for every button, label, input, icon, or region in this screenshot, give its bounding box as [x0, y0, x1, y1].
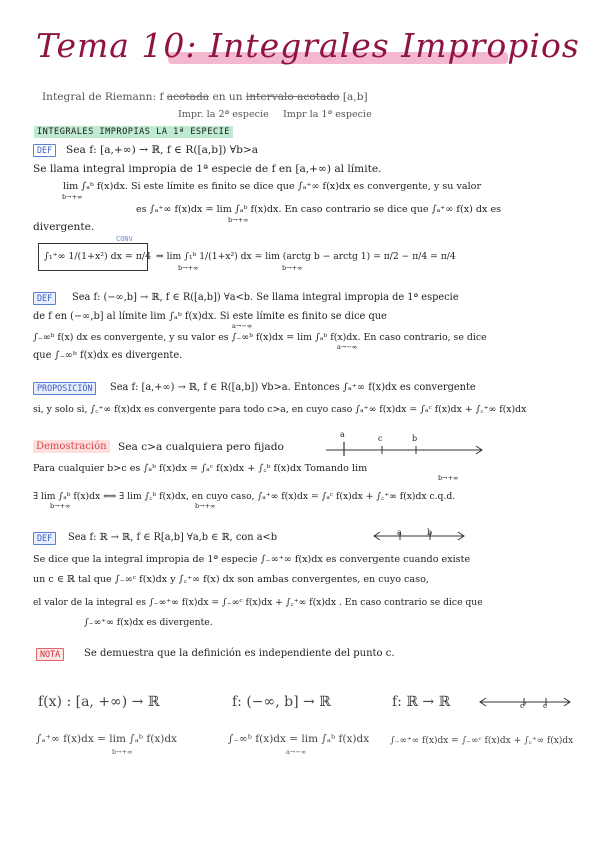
def1-line3: lim ∫ₐᵇ f(x)dx. Si este límite es finito se dice que ∫ₐ⁺∞ f(x)dx es convergente, y su valor	[63, 181, 482, 192]
def1-line4: es ∫ₐ⁺∞ f(x)dx = lim ∫ₐᵇ f(x)dx. En caso contrario se dice que ∫ₐ⁺∞ f(x) dx es	[136, 204, 502, 215]
demo-line2: Para cualquier b>c es ∫ₐᵇ f(x)dx = ∫ₐᶜ f(x)dx + ∫꜀ᵇ f(x)dx Tomando lim	[33, 463, 368, 474]
riemann-tail: [a,b]	[342, 91, 368, 103]
example-result: ⇒ lim ∫₁ᵇ 1/(1+x²) dx = lim (arctg b − arctg 1) = π/2 − π/4 = π/4	[156, 251, 456, 262]
def2-line2-sub: a→−∞	[232, 322, 253, 330]
def-tag-1: DEF	[33, 144, 56, 157]
riemann-line	[42, 90, 368, 104]
def2-line1: Sea f: (−∞,b] → ℝ, f ∈ R([a,b]) ∀a<b. Se llama integral impropia de 1ª especie	[72, 292, 459, 303]
def3-line2: Se dice que la integral impropia de 1ª especie ∫₋∞⁺∞ f(x)dx es convergente cuando existe	[33, 554, 471, 565]
summary-col3-bottom: ∫₋∞⁺∞ f(x)dx = ∫₋∞ᶜ f(x)dx + ∫꜀⁺∞ f(x)dx	[390, 736, 574, 746]
def3-axis-b: b	[427, 528, 433, 537]
summary-col1-top: f(x) : [a, +∞) → ℝ	[38, 694, 160, 710]
demo-number-line	[326, 430, 486, 460]
conv-label: CONV	[116, 235, 133, 243]
def1-line1: Sea f: [a,+∞) → ℝ, f ∈ R([a,b]) ∀b>a	[66, 144, 259, 156]
example-sub-2: b→+∞	[282, 264, 303, 272]
summary-col1-bottom: ∫ₐ⁺∞ f(x)dx = lim ∫ₐᵇ f(x)dx	[36, 733, 177, 745]
def1-line2: Se llama integral impropia de 1ª especie de f en [a,+∞) al límite.	[33, 163, 382, 175]
example-sub-1: b→+∞	[178, 264, 199, 272]
def1-line5: divergente.	[33, 221, 95, 233]
def-tag-2: DEF	[33, 292, 56, 305]
example-boxed: ∫₁⁺∞ 1/(1+x²) dx = π/4	[44, 251, 152, 262]
section-heading: INTEGRALES IMPROPIAS LA 1ª ESPECIE	[34, 126, 233, 138]
demo-line1: Sea c>a cualquiera pero fijado	[118, 441, 284, 453]
def3-line1: Sea f: ℝ → ℝ, f ∈ R[a,b] ∀a,b ∈ ℝ, con a<b	[68, 532, 278, 543]
def2-line2: de f en (−∞,b] al límite lim ∫ₐᵇ f(x)dx. Si este límite es finito se dice que	[33, 311, 387, 322]
summary-col2-sub: a→−∞	[286, 748, 307, 756]
def3-number-line	[372, 524, 472, 544]
def2-line4: que ∫₋∞ᵇ f(x)dx es divergente.	[33, 350, 183, 361]
demo-line3: ∃ lim ∫ₐᵇ f(x)dx ⟺ ∃ lim ∫꜀ᵇ f(x)dx, en cuyo caso, ∫ₐ⁺∞ f(x)dx = ∫ₐᶜ f(x)dx + ∫꜀⁺∞ f(x)dx c.q.d.	[33, 491, 456, 502]
proposition-tag: PROPOSICIÓN	[33, 382, 96, 395]
demo-axis-c: c	[378, 434, 383, 443]
def-tag-3: DEF	[33, 532, 56, 545]
summary-axis-cprime: c'	[520, 701, 527, 710]
summary-axis-c: c	[543, 701, 548, 710]
title-block	[36, 22, 580, 74]
def1-line3-sub: b→+∞	[62, 193, 83, 201]
summary-col3-top: f: ℝ → ℝ	[392, 694, 451, 710]
def3-line3: un c ∈ ℝ tal que ∫₋∞ᶜ f(x)dx y ∫꜀⁺∞ f(x) dx son ambas convergentes, en cuyo caso,	[33, 574, 429, 585]
def3-line4: el valor de la integral es ∫₋∞⁺∞ f(x)dx = ∫₋∞ᶜ f(x)dx + ∫꜀⁺∞ f(x)dx . En caso contrario se dice que	[33, 597, 483, 608]
summary-col2-bottom: ∫₋∞ᵇ f(x)dx = lim ∫ₐᵇ f(x)dx	[228, 733, 370, 745]
nota-tag: NOTA	[36, 648, 64, 661]
riemann-mid: en un	[212, 91, 243, 103]
def3-line5: ∫₋∞⁺∞ f(x)dx es divergente.	[84, 617, 213, 628]
page-title: Tema 10: Integrales Impropios	[36, 26, 580, 65]
impropia-1-note: Impr la 1ª especie	[283, 109, 372, 120]
riemann-struck-2: intervalo acotado	[245, 91, 340, 103]
def1-line4-sub: b→+∞	[228, 216, 249, 224]
def2-line3: ∫₋∞ᵇ f(x) dx es convergente, y su valor es ∫₋∞ᵇ f(x)dx = lim ∫ₐᵇ f(x)dx. En caso contrario, se dice	[33, 332, 487, 343]
demo-line3-sub1: b→+∞	[50, 502, 71, 510]
riemann-prefix: Integral de Riemann: f	[42, 91, 164, 103]
summary-col2-top: f: (−∞, b] → ℝ	[232, 694, 331, 710]
demo-axis-b: b	[412, 434, 418, 443]
demo-tag: Demostración	[33, 440, 110, 453]
summary-col1-sub: b→+∞	[112, 748, 133, 756]
riemann-struck-1: acotada	[166, 91, 210, 103]
demo-line3-sub2: b→+∞	[195, 502, 216, 510]
demo-axis-a: a	[340, 430, 345, 439]
def2-line3-sub: a→−∞	[337, 343, 358, 351]
demo-line2-sub: b→+∞	[438, 474, 459, 482]
prop-line2: si, y solo si, ∫꜀⁺∞ f(x)dx es convergente para todo c>a, en cuyo caso ∫ₐ⁺∞ f(x)dx = ∫ₐᶜ f(x)dx + ∫꜀⁺∞ f(x)dx	[33, 404, 527, 415]
impropia-2-note: Impr. la 2ª especie	[178, 109, 269, 120]
nota-text: Se demuestra que la definición es independiente del punto c.	[84, 648, 395, 659]
def3-axis-a: a	[397, 528, 402, 537]
prop-line1: Sea f: [a,+∞) → ℝ, f ∈ R([a,b]) ∀b>a. Entonces ∫ₐ⁺∞ f(x)dx es convergente	[110, 382, 476, 393]
